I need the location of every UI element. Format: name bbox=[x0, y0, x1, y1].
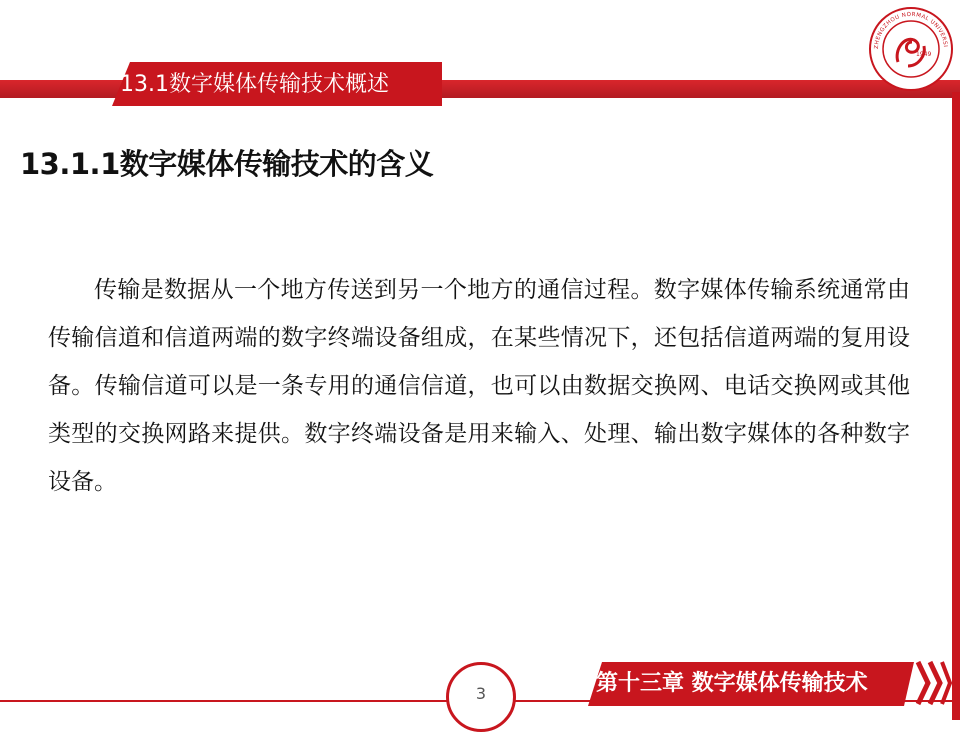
section-title: 13.1数字媒体传输技术概述 bbox=[120, 72, 389, 97]
university-seal-icon bbox=[868, 6, 954, 92]
chevron-right-icon bbox=[914, 658, 952, 708]
logo-year: 1949 bbox=[916, 51, 932, 58]
right-accent-bar bbox=[952, 92, 960, 720]
logo-circle-text: ZHENGZHOU NORMAL UNIVERSI bbox=[873, 11, 948, 50]
page-title: 13.1.1数字媒体传输技术的含义 bbox=[20, 147, 434, 181]
chapter-title: 第十三章 数字媒体传输技术 bbox=[596, 671, 868, 696]
body-paragraph: 传输是数据从一个地方传送到另一个地方的通信过程。数字媒体传输系统通常由传输信道和信道两端的数字终端设备组成，在某些情况下，还包括信道两端的复用设备。传输信道可以是一条专用的通信信道，也可以由数据交换网、电话交换网或其他类型的交换网路来提供。数字终端设备是用来输入、处理、输出数字媒体的各种数字设备。 bbox=[48, 277, 910, 495]
page-number: 3 bbox=[475, 684, 487, 703]
